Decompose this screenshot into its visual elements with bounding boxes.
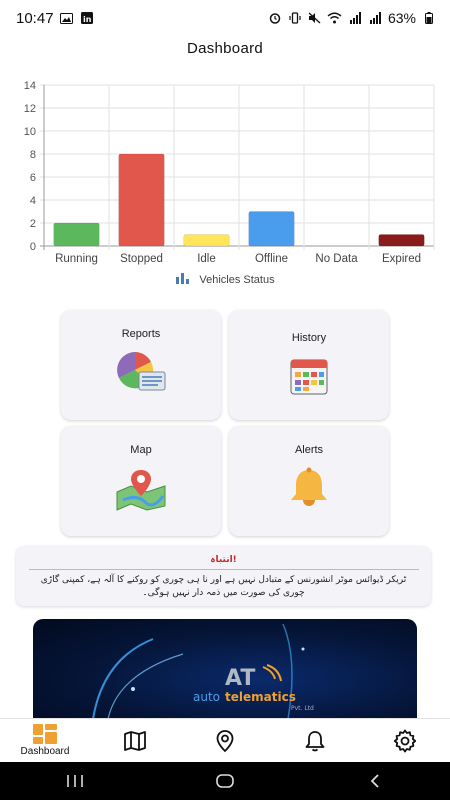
x-tick-label: Offline <box>254 253 289 265</box>
linkedin-icon <box>80 12 94 24</box>
bell-outline-icon <box>305 730 325 752</box>
reports-icon <box>113 350 169 394</box>
map-label: Map <box>130 444 152 456</box>
status-bar <box>0 0 450 36</box>
x-tick-label: Expired <box>382 253 421 265</box>
auto-telematics-logo <box>193 663 323 718</box>
y-tick-label: 0 <box>29 241 36 253</box>
battery-icon <box>422 12 436 24</box>
x-tick-label: No Data <box>315 253 358 265</box>
alerts-card[interactable] <box>229 426 389 536</box>
gallery-icon <box>60 12 74 24</box>
bar-idle <box>184 235 230 247</box>
logo-letters: AT <box>225 666 256 691</box>
recent-apps-icon <box>65 774 85 788</box>
vehicles-status-chart <box>0 76 450 296</box>
y-tick-label: 2 <box>29 218 36 230</box>
dashboard-icon <box>33 724 57 744</box>
status-right <box>268 10 436 26</box>
nav-map[interactable] <box>95 731 175 751</box>
logo-text-auto: auto <box>193 690 221 704</box>
y-tick-label: 4 <box>29 195 36 207</box>
warning-title: انتباہ! <box>210 555 237 565</box>
battery-percent: 63% <box>387 10 416 26</box>
gear-icon <box>393 729 417 753</box>
map-card[interactable] <box>61 426 221 536</box>
nav-dashboard-label: Dashboard <box>20 746 70 757</box>
y-tick-label: 8 <box>29 149 36 161</box>
x-tick-label: Stopped <box>120 253 163 265</box>
svg-text:in: in <box>82 15 91 24</box>
promo-banner <box>33 619 417 719</box>
dashboard-cards <box>61 310 389 536</box>
y-tick-label: 10 <box>23 126 36 138</box>
y-tick-label: 12 <box>23 103 36 115</box>
page-title: Dashboard <box>186 40 264 57</box>
bottom-nav <box>0 718 450 762</box>
chart-legend[interactable] <box>0 272 450 287</box>
status-time: 10:47 <box>16 9 54 27</box>
logo-text-telematics: telematics <box>225 690 296 704</box>
warning-divider <box>29 569 419 570</box>
mute-icon <box>308 12 322 24</box>
bar-offline <box>249 212 295 247</box>
x-tick-label: Running <box>55 253 98 265</box>
logo-text-sub: Pvt. Ltd <box>291 705 314 712</box>
recent-apps-button[interactable] <box>55 769 95 793</box>
home-button[interactable] <box>205 769 245 793</box>
vibrate-icon <box>288 12 302 24</box>
bar-running <box>54 223 100 246</box>
warning-notice <box>16 546 431 606</box>
bar-expired <box>379 235 425 247</box>
y-tick-label: 6 <box>29 172 36 184</box>
signal-icon-1 <box>348 12 362 24</box>
bar-stopped <box>119 154 165 246</box>
wifi-icon <box>328 12 342 24</box>
status-left <box>16 10 94 27</box>
location-pin-icon <box>216 730 234 752</box>
warning-text: ٹریکر ڈیوائس موٹر انشورنس کے متبادل نہیں ہے اور نا ہی چوری کو روکنے کا آلہ ہے، کمپنی گاڑی چوری کی صورت میں ذمہ دار نہیں ہوگی۔ <box>40 575 407 598</box>
history-card[interactable] <box>229 310 389 420</box>
bar-chart-icon <box>175 272 191 287</box>
alarm-icon <box>268 12 282 24</box>
reports-card[interactable] <box>61 310 221 420</box>
back-button[interactable] <box>355 769 395 793</box>
y-tick-label: 14 <box>23 80 36 92</box>
alerts-label: Alerts <box>294 444 324 456</box>
history-label: History <box>291 332 327 344</box>
nav-settings[interactable] <box>365 729 445 753</box>
system-nav-bar <box>0 762 450 800</box>
bell-icon <box>281 466 337 510</box>
map-outline-icon <box>124 731 146 751</box>
legend-label: Vehicles Status <box>199 273 275 286</box>
calendar-icon <box>281 354 337 398</box>
x-tick-label: Idle <box>197 253 216 265</box>
chart-svg <box>0 76 450 276</box>
nav-dashboard[interactable] <box>5 724 85 757</box>
map-icon <box>113 466 169 510</box>
signal-icon-2 <box>368 12 382 24</box>
nav-alerts[interactable] <box>275 730 355 752</box>
reports-label: Reports <box>121 328 161 340</box>
nav-location[interactable] <box>185 730 265 752</box>
home-icon <box>215 773 235 789</box>
back-icon <box>368 773 382 789</box>
